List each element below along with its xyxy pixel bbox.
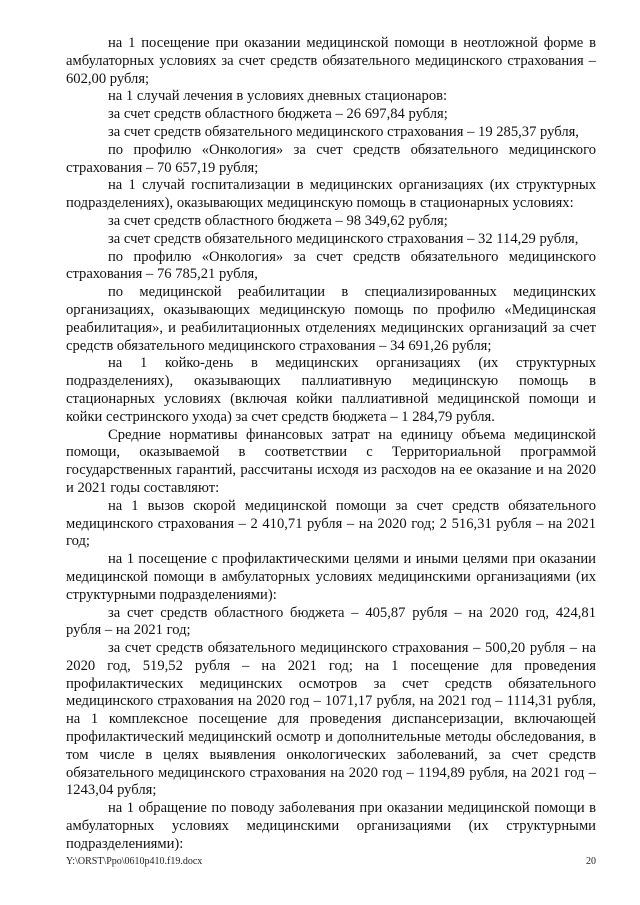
paragraph-preventive-visit-oms: за счет средств обязательного медицинского страхования – 500,20 рубля – на 2020 год, 519,52 рубля – на 2021 год; на 1 посещение для проведения профилактических медицинских осмотров за счет средств обязательного медицинского страхования на 2020 год – 1071,17 рубля, на 2021 год – 1114,31 рубля, на 1 комплексное посещение для проведения диспансеризации, включающей профилактический медицинский осмотр и дополнительные методы обследования, в том числе в целях выявления онкологических заболеваний, за счет средств обязательного медицинского страхования на 2020 год – 1194,89 рубля, на 2021 год – 1243,04 рубля; [66, 640, 596, 799]
paragraph-day-hospital-regional: за счет средств областного бюджета – 26 697,84 рубля; [108, 106, 448, 123]
footer-page-number: 20 [586, 856, 596, 867]
paragraph-day-hospital-oncology: по профилю «Онкология» за счет средств обязательного медицинского страхования – 70 657,19 рубля; [66, 141, 596, 176]
footer-file-path: Y:\ORST\Ppo\0610p410.f19.docx [66, 856, 203, 867]
paragraph-hospitalization-oms: за счет средств обязательного медицинского страхования – 32 114,29 рубля, [108, 230, 579, 247]
paragraph-preventive-visit-regional: за счет средств областного бюджета – 405,87 рубля – на 2020 год, 424,81 рубля – на 2021 год; [66, 604, 596, 639]
paragraph-day-hospital-heading: на 1 случай лечения в условиях дневных стационаров: [108, 88, 448, 105]
paragraph-hospitalization-heading: на 1 случай госпитализации в медицинских организациях (их структурных подразделениях), оказывающих медицинскую помощь в стационарных условиях: [66, 177, 596, 212]
paragraph-disease-appeal: на 1 обращение по поводу заболевания при оказании медицинской помощи в амбулаторных условиях медицинскими организациями (их структурными подразделениями): [66, 800, 596, 852]
paragraph-hospitalization-oncology: по профилю «Онкология» за счет средств обязательного медицинского страхования – 76 785,21 рубля, [66, 248, 596, 283]
paragraph-ambulance-call: на 1 вызов скорой медицинской помощи за счет средств обязательного медицинского страхования – 2 410,71 рубля – на 2020 год; 2 516,31 рубля – на 2021 год; [66, 497, 596, 550]
paragraph-day-hospital-oms: за счет средств обязательного медицинского страхования – 19 285,37 рубля, [108, 123, 579, 140]
paragraph-rehabilitation: по медицинской реабилитации в специализированных медицинских организациях, оказывающих медицинскую помощь по профилю «Медицинская реабилитация», и реабилитационных отделениях медицинских организаций за счет средств обязательного медицинского страхования – 34 691,26 рубля; [66, 284, 596, 354]
paragraph-hospitalization-regional: за счет средств областного бюджета – 98 349,62 рубля; [108, 212, 448, 229]
paragraph-palliative-bed-day: на 1 койко-день в медицинских организациях (их структурных подразделениях), оказывающих паллиативную медицинскую помощь в стационарных условиях (включая койки паллиативной медицинской помощи и койки сестринского ухода) за счет средств бюджета – 1 284,79 рубля. [66, 355, 596, 425]
document-body [66, 35, 596, 854]
paragraph-preventive-visit-heading: на 1 посещение с профилактическими целями и иными целями при оказании медицинской помощи в амбулаторных условиях медицинскими организациями (их структурными подразделениями): [66, 551, 596, 603]
paragraph-average-standards-intro: Средние нормативы финансовых затрат на единицу объема медицинской помощи, оказываемой в соответствии с Территориальной программой государственных гарантий, рассчитаны исходя из расходов на ее оказание и на 2020 и 2021 годы составляют: [66, 426, 596, 496]
paragraph-emergency-visit: на 1 посещение при оказании медицинской помощи в неотложной форме в амбулаторных условиях за счет средств обязательного медицинского страхования – 602,00 рубля; [66, 35, 596, 87]
